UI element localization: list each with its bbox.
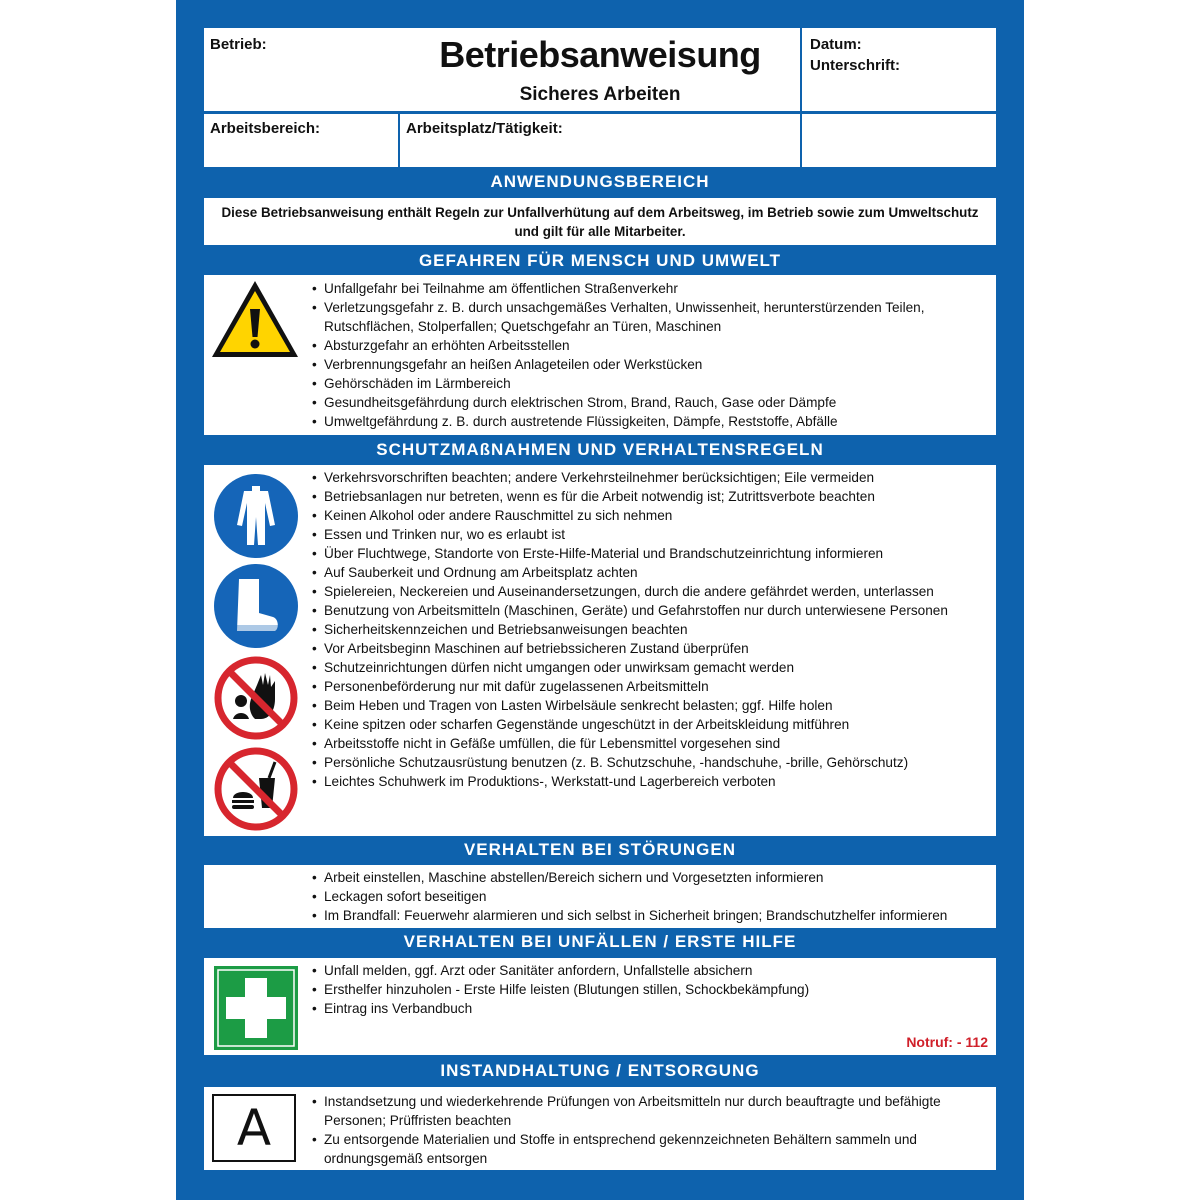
arbeitsbereich-label: Arbeitsbereich:: [210, 120, 321, 137]
list-item: • Personenbeförderung nur mit dafür zugelassenen Arbeitsmitteln: [312, 677, 996, 696]
arbeitsbereich-cell[interactable]: [204, 114, 398, 167]
list-item: • Sicherheitskennzeichen und Betriebsanweisungen beachten: [312, 620, 996, 639]
stoerungen-box: [204, 865, 996, 928]
empty-header-cell[interactable]: [802, 114, 996, 167]
list-item: • Leichtes Schuhwerk im Produktions-, Werkstatt-und Lagerbereich verboten: [312, 772, 996, 791]
schutz-list: [312, 468, 996, 791]
scope-text-line2: und gilt für alle Mitarbeiter.: [514, 224, 686, 239]
list-item: • Benutzung von Arbeitsmitteln (Maschinen, Geräte) und Gefahrstoffen nur durch unterwiesene Personen: [312, 601, 996, 620]
protective-clothing-icon: [213, 473, 299, 559]
scope-box: [204, 198, 996, 245]
list-item: • Keine spitzen oder scharfen Gegenstände ungeschützt in der Arbeitskleidung mitführen: [312, 715, 996, 734]
list-item: • Gehörschäden im Lärmbereich: [312, 374, 987, 393]
schutz-box: [204, 465, 996, 836]
list-item: • Im Brandfall: Feuerwehr alarmieren und sich selbst in Sicherheit bringen; Brandschutzhelfer informieren: [312, 906, 996, 925]
heading-gefahren: GEFAHREN FÜR MENSCH UND UMWELT: [418, 251, 782, 270]
list-item: • Vor Arbeitsbeginn Maschinen auf betriebssicheren Zustand überprüfen: [312, 639, 996, 658]
arbeitsplatz-label: Arbeitsplatz/Tätigkeit:: [406, 120, 563, 137]
betrieb-label: Betrieb:: [210, 36, 267, 53]
unterschrift-label: Unterschrift:: [810, 57, 901, 74]
arbeitsplatz-cell[interactable]: [400, 114, 800, 167]
instandhaltung-list: [312, 1092, 972, 1168]
list-item: • Instandsetzung und wiederkehrende Prüfungen von Arbeitsmitteln nur durch beauftragte und befähigte Personen; Prüffristen beachten: [312, 1092, 972, 1130]
scope-text-line1: Diese Betriebsanweisung enthält Regeln zur Unfallverhütung auf dem Arbeitsweg, im Betrieb sowie zum Umweltschutz: [221, 205, 979, 220]
list-item: • Persönliche Schutzausrüstung benutzen (z. B. Schutzschuhe, -handschuhe, -brille, Gehörschutz): [312, 753, 996, 772]
list-item: • Absturzgefahr an erhöhten Arbeitsstellen: [312, 336, 987, 355]
heading-instandhaltung: INSTANDHALTUNG / ENTSORGUNG: [440, 1061, 760, 1080]
list-item: • Spielereien, Neckereien und Auseinandersetzungen, durch die andere gefährdet werden, unterlassen: [312, 582, 996, 601]
no-eating-drinking-icon: [213, 746, 299, 832]
gefahren-list: [312, 279, 987, 431]
list-item: • Verkehrsvorschriften beachten; andere Verkehrsteilnehmer berücksichtigen; Eile vermeiden: [312, 468, 996, 487]
list-item: • Arbeit einstellen, Maschine abstellen/Bereich sichern und Vorgesetzten informieren: [312, 868, 996, 887]
datum-label: Datum:: [810, 36, 862, 53]
list-item: • Ersthelfer hinzuholen - Erste Hilfe leisten (Blutungen stillen, Schockbekämpfung): [312, 980, 952, 999]
heading-stoerungen: VERHALTEN BEI STÖRUNGEN: [463, 840, 737, 859]
list-item: • Leckagen sofort beseitigen: [312, 887, 996, 906]
list-item: • Unfallgefahr bei Teilnahme am öffentlichen Straßenverkehr: [312, 279, 987, 298]
list-item: • Auf Sauberkeit und Ordnung am Arbeitsplatz achten: [312, 563, 996, 582]
list-item: • Schutzeinrichtungen dürfen nicht umgangen oder unwirksam gemacht werden: [312, 658, 996, 677]
gefahren-box: [204, 275, 996, 435]
heading-anwendungsbereich: ANWENDUNGSBEREICH: [490, 172, 710, 191]
list-item: • Beim Heben und Tragen von Lasten Wirbelsäule senkrecht belasten; ggf. Hilfe holen: [312, 696, 996, 715]
list-item: • Gesundheitsgefährdung durch elektrischen Strom, Brand, Rauch, Gase oder Dämpfe: [312, 393, 987, 412]
list-item: • Eintrag ins Verbandbuch: [312, 999, 952, 1018]
list-item: • Keinen Alkohol oder andere Rauschmittel zu sich nehmen: [312, 506, 996, 525]
list-item: • Arbeitsstoffe nicht in Gefäße umfüllen, die für Lebensmittel vorgesehen sind: [312, 734, 996, 753]
list-item: • Unfall melden, ggf. Arzt oder Sanitäter anfordern, Unfallstelle absichern: [312, 961, 952, 980]
unfaelle-box: [204, 958, 996, 1055]
instandhaltung-box: [204, 1087, 996, 1170]
list-item: • Verletzungsgefahr z. B. durch unsachgemäßes Verhalten, Unwissenheit, herunterstürzenden Teilen, Rutschflächen, Stolperfallen; Quetschgefahr an Türen, Maschinen: [312, 298, 987, 336]
page-title: Betriebsanweisung: [439, 34, 761, 75]
heading-unfaelle: VERHALTEN BEI UNFÄLLEN / ERSTE HILFE: [403, 932, 797, 951]
heading-schutzmassnahmen: SCHUTZMAßNAHMEN UND VERHALTENSREGELN: [376, 440, 824, 459]
safety-boots-icon: [213, 563, 299, 649]
stoerungen-list: [312, 868, 996, 925]
title-cell: [400, 28, 800, 111]
warning-triangle-icon: [210, 279, 300, 359]
list-item: • Zu entsorgende Materialien und Stoffe in entsprechend gekennzeichneten Behältern sammeln und ordnungsgemäß entsorgen: [312, 1130, 972, 1168]
list-item: • Umweltgefährdung z. B. durch austretende Flüssigkeiten, Dämpfe, Reststoffe, Abfälle: [312, 412, 987, 431]
no-entry-unauthorized-icon: [213, 655, 299, 741]
list-item: • Betriebsanlagen nur betreten, wenn es für die Arbeit notwendig ist; Zutrittsverbote beachten: [312, 487, 996, 506]
page-subtitle: Sicheres Arbeiten: [519, 84, 681, 105]
unfaelle-list: [312, 961, 952, 1018]
list-item: • Über Fluchtwege, Standorte von Erste-Hilfe-Material und Brandschutzeinrichtung informieren: [312, 544, 996, 563]
list-item: • Essen und Trinken nur, wo es erlaubt ist: [312, 525, 996, 544]
list-item: • Verbrennungsgefahr an heißen Anlageteilen oder Werkstücken: [312, 355, 987, 374]
datum-cell[interactable]: [802, 28, 996, 111]
emergency-number: Notruf: - 112: [906, 1034, 988, 1050]
disposal-sign-icon: A: [212, 1094, 296, 1162]
instruction-sheet: [176, 0, 1024, 1200]
first-aid-cross-icon: [214, 966, 298, 1050]
